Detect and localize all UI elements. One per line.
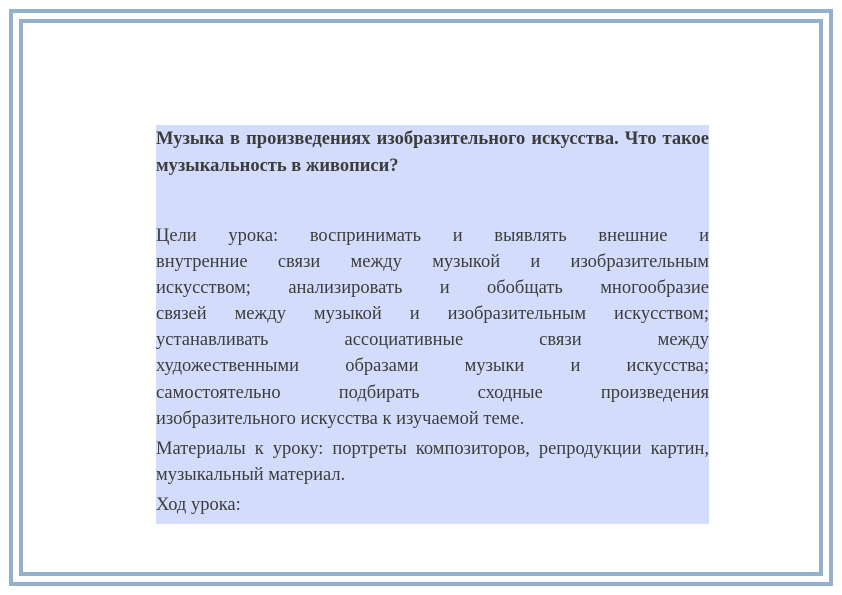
slide-title: Музыка в произведениях изобразительного искусства. Что такое музыкальность в живописи? [156, 129, 709, 176]
lesson-goals-line: искусством; анализировать и обобщать многообразие [156, 278, 709, 299]
lesson-goals-line: устанавливать ассоциативные связи между [156, 330, 709, 351]
lesson-goals-line: внутренние связи между музыкой и изобразительным [156, 252, 709, 273]
slide-content-box [156, 125, 709, 524]
lesson-goals-line: самостоятельно подбирать сходные произведения [156, 382, 709, 403]
lesson-progress-heading: Ход урока: [156, 494, 241, 515]
lesson-goals-line: художественными образами музыки и искусства; [156, 356, 709, 377]
lesson-goals-line: Цели урока: воспринимать и выявлять внешние и [156, 226, 709, 246]
lesson-goals-line: изобразительного искусства к изучаемой теме. [156, 408, 525, 429]
lesson-materials: Материалы к уроку: портреты композиторов, репродукции картин, музыкальный материал. [156, 438, 709, 485]
lesson-goals-line: связей между музыкой и изобразительным искусством; [156, 304, 709, 325]
lesson-goals [156, 223, 709, 432]
